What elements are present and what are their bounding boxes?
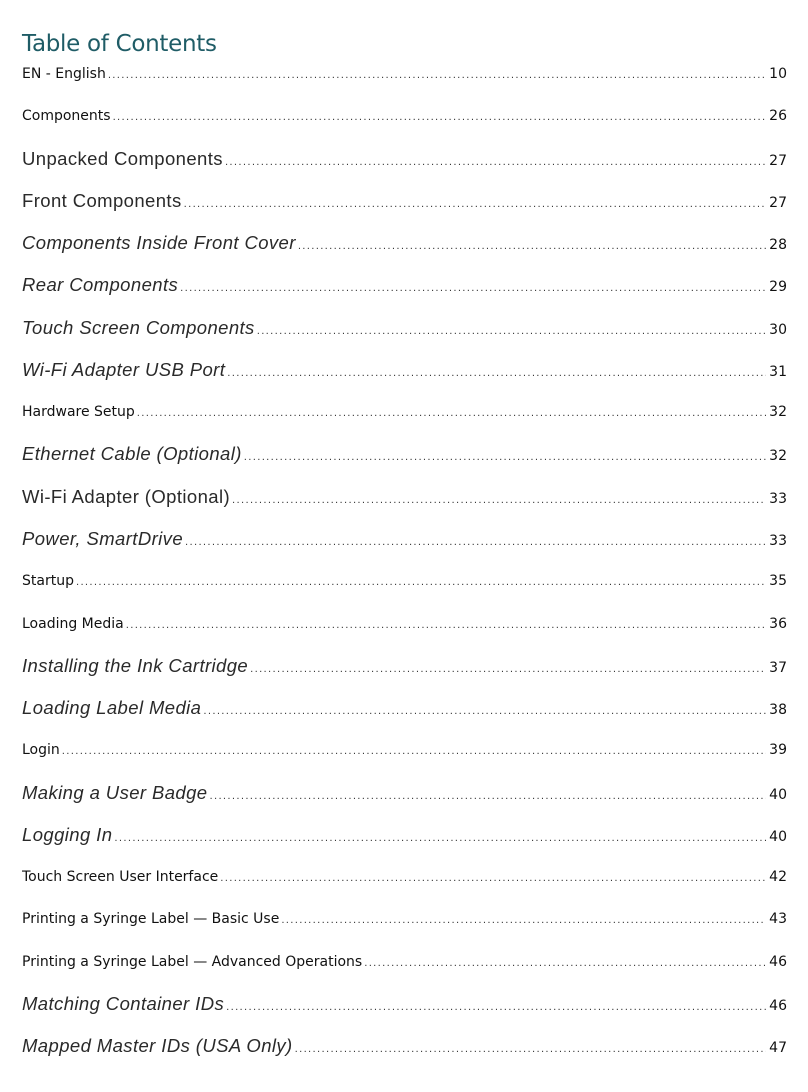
toc-entry-label: Loading Label Media <box>22 697 202 718</box>
toc-dot-leader <box>220 864 766 892</box>
toc-dot-leader <box>210 782 767 808</box>
toc-entry-label: Login <box>22 742 60 758</box>
toc-dot-leader <box>184 190 767 216</box>
toc-entry-label: Rear Components <box>22 274 179 295</box>
toc-entry-label: Matching Container IDs <box>22 993 225 1014</box>
toc-page-number: 31 <box>769 364 787 380</box>
toc-dot-leader <box>364 949 766 977</box>
toc-page-number: 40 <box>769 829 787 845</box>
toc-entry[interactable] <box>22 1031 787 1061</box>
toc-page-number: 42 <box>769 869 787 885</box>
toc-entry-label: Ethernet Cable (Optional) <box>22 443 242 464</box>
toc-dot-leader <box>113 103 767 131</box>
toc-dot-leader <box>295 1035 767 1061</box>
toc-entry[interactable] <box>22 59 787 89</box>
toc-page-number: 33 <box>769 533 787 549</box>
toc-dot-leader <box>226 993 766 1019</box>
toc-entry-label: Wi-Fi Adapter USB Port <box>22 359 226 380</box>
toc-dot-leader <box>137 399 766 427</box>
toc-entry-label: Unpacked Components <box>22 148 223 169</box>
toc-page-number: 36 <box>769 616 787 632</box>
toc-dot-leader <box>180 274 766 300</box>
toc-entry-label: Logging In <box>22 824 113 845</box>
toc-entry[interactable] <box>22 651 787 681</box>
toc-entry-label: Mapped Master IDs (USA Only) <box>22 1035 293 1056</box>
toc-dot-leader <box>250 655 766 681</box>
toc-dot-leader <box>203 697 766 723</box>
toc-dot-leader <box>232 486 766 512</box>
toc-dot-leader <box>298 232 766 258</box>
toc-entry[interactable] <box>22 820 787 850</box>
toc-entry[interactable] <box>22 186 787 216</box>
toc-entry[interactable] <box>22 313 787 343</box>
toc-entry[interactable] <box>22 355 787 385</box>
toc-entry[interactable] <box>22 101 787 131</box>
toc-entry-label: Making a User Badge <box>22 782 208 803</box>
toc-entry-label: EN - English <box>22 66 106 82</box>
toc-dot-leader <box>257 317 766 343</box>
toc-dot-leader <box>114 824 766 850</box>
toc-entry[interactable] <box>22 735 787 765</box>
toc-entry-label: Touch Screen Components <box>22 317 255 338</box>
toc-page-number: 40 <box>769 787 787 803</box>
toc-page-number: 29 <box>769 279 787 295</box>
toc-entry-label: Hardware Setup <box>22 404 135 420</box>
toc-dot-leader <box>244 443 766 469</box>
toc-page-number: 30 <box>769 322 787 338</box>
toc-entry[interactable] <box>22 270 787 300</box>
toc-entry[interactable] <box>22 228 787 258</box>
toc-page-number: 43 <box>769 911 787 927</box>
toc-page-number: 39 <box>769 742 787 758</box>
page-title: Table of Contents <box>22 31 217 57</box>
toc-entry-label: Printing a Syringe Label — Basic Use <box>22 911 280 927</box>
toc-page-number: 47 <box>769 1040 787 1056</box>
toc-entry-label: Startup <box>22 573 74 589</box>
toc-entry-label: Front Components <box>22 190 182 211</box>
toc-page-number: 46 <box>769 954 787 970</box>
toc-entry[interactable] <box>22 439 787 469</box>
toc-entry[interactable] <box>22 947 787 977</box>
toc-page-number: 32 <box>769 404 787 420</box>
toc-entry-label: Power, SmartDrive <box>22 528 184 549</box>
toc-page-number: 46 <box>769 998 787 1014</box>
toc-entry[interactable] <box>22 989 787 1019</box>
toc-entry-label: Loading Media <box>22 616 124 632</box>
toc-entry[interactable] <box>22 482 787 512</box>
toc-dot-leader <box>126 611 766 639</box>
toc-dot-leader <box>281 906 766 934</box>
toc-page-number: 27 <box>769 153 787 169</box>
toc-dot-leader <box>227 359 766 385</box>
toc-entry-label: Components <box>22 108 111 124</box>
toc-dot-leader <box>185 528 766 554</box>
toc-page-number: 26 <box>769 108 787 124</box>
toc-entry-label: Wi-Fi Adapter (Optional) <box>22 486 231 507</box>
toc-dot-leader <box>76 568 766 596</box>
toc-entry-label: Touch Screen User Interface <box>22 869 219 885</box>
toc-page-number: 28 <box>769 237 787 253</box>
toc-entry-label: Installing the Ink Cartridge <box>22 655 249 676</box>
toc-entry-label: Printing a Syringe Label — Advanced Operations <box>22 954 363 970</box>
toc-entry[interactable] <box>22 778 787 808</box>
toc-dot-leader <box>108 61 766 89</box>
toc-page-number: 37 <box>769 660 787 676</box>
toc-entry[interactable] <box>22 693 787 723</box>
toc-entry[interactable] <box>22 904 787 934</box>
toc-page-number: 27 <box>769 195 787 211</box>
toc-entry-label: Components Inside Front Cover <box>22 232 296 253</box>
toc-entry[interactable] <box>22 397 787 427</box>
toc-page-number: 33 <box>769 491 787 507</box>
toc-entry[interactable] <box>22 524 787 554</box>
toc-entry[interactable] <box>22 566 787 596</box>
toc-entry[interactable] <box>22 144 787 174</box>
toc-page-number: 10 <box>769 66 787 82</box>
toc-dot-leader <box>225 148 766 174</box>
toc-dot-leader <box>62 737 766 765</box>
toc-page-number: 32 <box>769 448 787 464</box>
toc-entry[interactable] <box>22 609 787 639</box>
toc-page-number: 38 <box>769 702 787 718</box>
toc-entry[interactable] <box>22 862 787 892</box>
toc-page-number: 35 <box>769 573 787 589</box>
